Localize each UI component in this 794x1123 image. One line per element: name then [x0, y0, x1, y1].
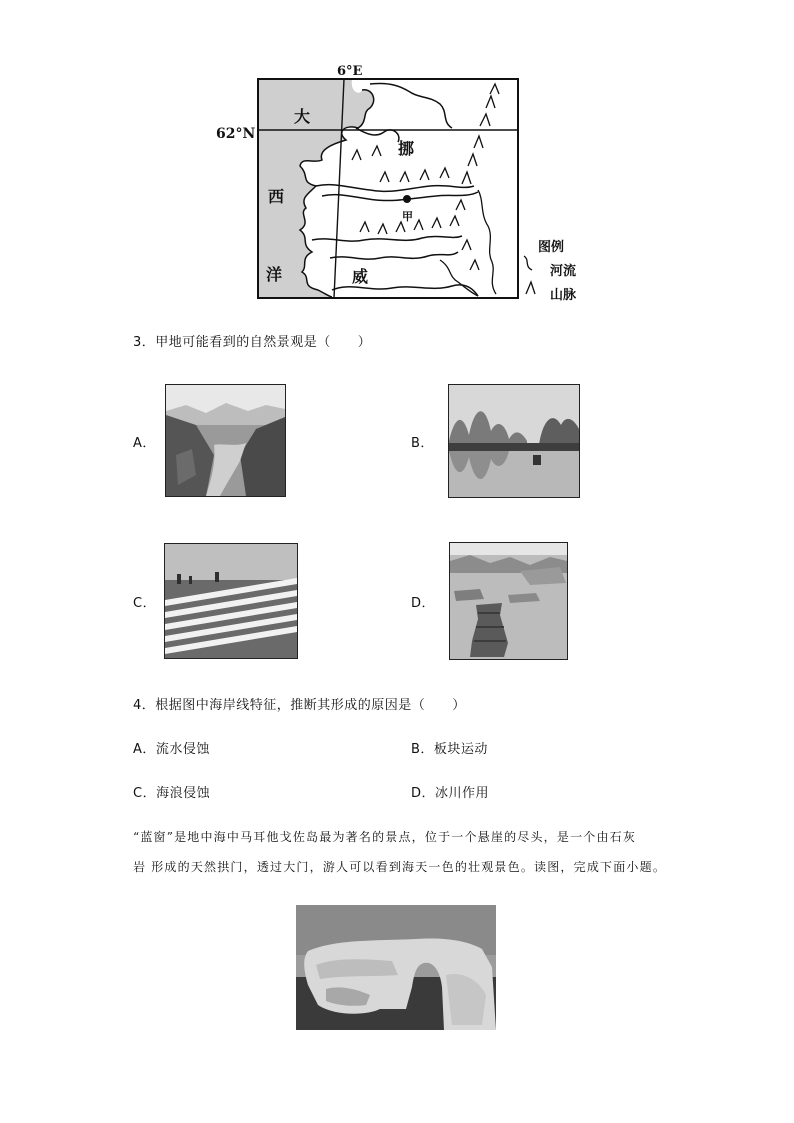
q4-option-b[interactable]: B．板块运动: [411, 742, 488, 757]
q3-photo-b: [448, 384, 580, 498]
terraced-fields-photo: [165, 544, 297, 658]
azure-window-image: [296, 905, 496, 1030]
question-4-stem: 4．根据图中海岸线特征，推断其形成的原因是（ ）: [133, 698, 466, 713]
azure-window-photo: [296, 905, 496, 1030]
desert-rock-pillar-photo: [450, 543, 567, 659]
sea-label-xi: 西: [268, 187, 285, 206]
legend-river-symbol: [524, 256, 532, 270]
q3-photo-d: [449, 542, 568, 660]
q4-option-a[interactable]: A．流水侵蚀: [133, 742, 210, 757]
passage-line-1: “蓝窗”是地中海中马耳他戈佐岛最为著名的景点，位于一个悬崖的尽头，是一个由石灰: [133, 830, 637, 844]
q4-option-d[interactable]: D．冰川作用: [411, 786, 490, 801]
q3-option-a-label: A．: [133, 436, 156, 451]
longitude-label: 6°E: [337, 64, 363, 79]
point-jia: [403, 195, 411, 203]
legend-mountain-symbol: [526, 282, 535, 294]
sea-label-da: 大: [294, 107, 311, 126]
norway-map: [0, 0, 794, 310]
land-label-wei: 威: [352, 267, 369, 286]
q3-photo-c: [164, 543, 298, 659]
legend-river-label: 河流: [550, 264, 577, 279]
sea-label-yang: 洋: [266, 265, 283, 284]
latitude-label: 62°N: [216, 126, 256, 142]
question-3-stem: 3．甲地可能看到的自然景观是（ ）: [133, 335, 372, 350]
legend-mountain-label: 山脉: [550, 288, 577, 303]
point-label-jia: 甲: [402, 210, 413, 223]
q3-option-b-label: B．: [411, 436, 434, 451]
land-label-nuo: 挪: [398, 139, 415, 158]
karst-river-photo: [449, 385, 579, 497]
q4-option-c[interactable]: C．海浪侵蚀: [133, 786, 211, 801]
passage-line-2: 岩 形成的天然拱门，透过大门，游人可以看到海天一色的壮观景色。读图，完成下面小题。: [133, 860, 667, 874]
q3-option-c-label: C．: [133, 596, 157, 611]
map-svg: [0, 0, 794, 310]
fjord-valley-photo: [166, 385, 285, 496]
q3-photo-a: [165, 384, 286, 497]
q3-option-d-label: D．: [411, 596, 436, 611]
legend-title: 图例: [538, 240, 565, 255]
